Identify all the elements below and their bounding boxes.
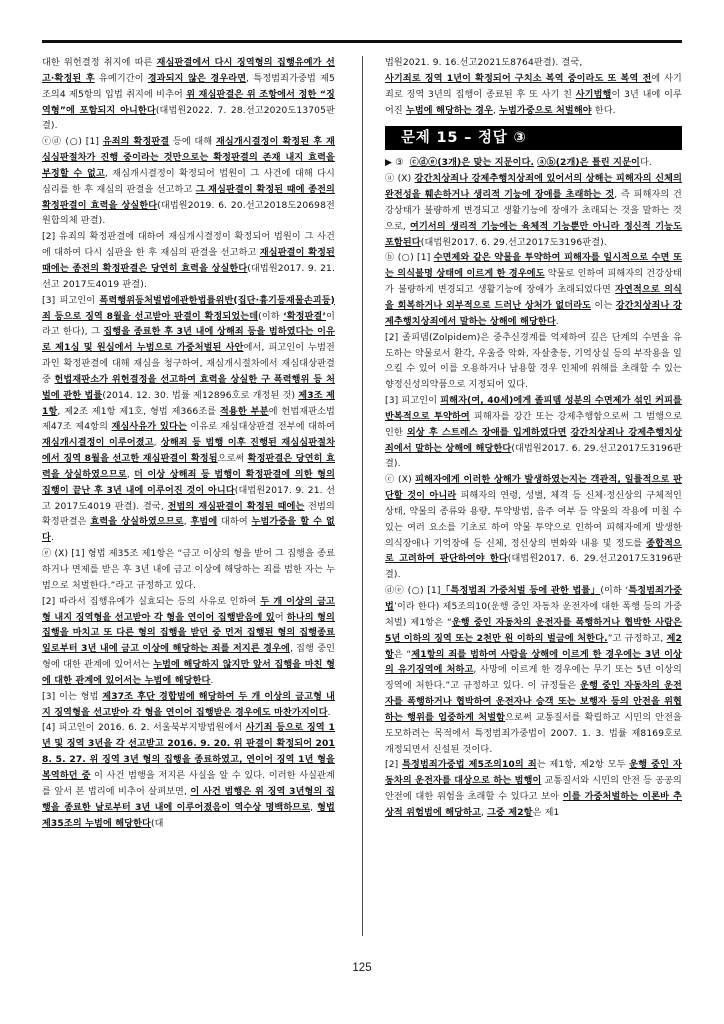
paragraph: 법원2021. 9. 16.선고2021도8764판결). 결국, [385, 58, 583, 68]
paragraph: [2] 특정범죄가중법 제5조의10의 죄는 제1항, 제2항 모두 운행 중인 자동차의 운전자를 대상으로 하는 범행이 교통질서와 시민의 안전 등 공공의 안전에 대한 위험을 초래할 수 있다고 보아 이를 가중처벌하는 이론바 추상적 위험범에 해당하고, 그중 제2항은 제1 [385, 760, 682, 818]
paragraph: [3] 피고인이 폭력행위등처벌법에관한법률위반(집단·흉기등재물손괴등)죄 등으로 징역 8월을 선고받아 판결이 확정되었는데(이하 ‘확정판결’이라고 한다), 그 집행을 종료한 후 3년 내에 상해죄 등을 범하였다는 이유로 제1심 및 원심에서 누범으로 가중처벌된 사안에서, 피고인이 누범전과인 확정판결에 대해 재심을 청구하여, 재심개시절차에서 재심대상판결 중 헌법재판소가 위헌결정을 선고하여 효력을 상실한 구 폭력행위 등 처벌에 관한 법률(2014. 12. 30. 법률 제12896호로 개정된 것) 제3조 제1항, 제2조 제1항 제1호, 형법 제366조를 적용한 부분에 헌법재판소법 제47조 제4항의 재심사유가 있다는 이유로 재심대상판결 전부에 대하여 재심개시결정이 이루어졌고, 상해죄 등 범행 이후 진행된 재심심판절차에서 징역 8월을 선고한 재심판결이 확정됨으로써 확정판결은 당연히 효력을 상실하였으므로, 더 이상 상해죄 등 범행이 확정판결에 의한 형의 집행이 끝난 후 3년 내에 이루어진 것이 아니다(대법원2017. 9. 21. 선고 2017도4019 판결). 결국, 전범의 재심판결이 확정된 때에는 전범의 확정판결은 효력을 상실하였으므로, 후범에 대하여 누범가중을 할 수 없다. [42, 295, 336, 544]
paragraph: ⓑ (○) [1] 수면제와 같은 약물을 투약하여 피해자를 일시적으로 수면 또는 의식불명 상태에 이르게 한 경우에도 약물로 인하여 피해자의 건강상태가 불량하게 변경되고 생활기능에 장애가 초래되었다면 자연적으로 의식을 회복하거나 외부적으로 드러난 상처가 없더라도 이는 강간치상죄나 강제추행치상죄에서 말하는 상해에 해당한다. [385, 253, 683, 327]
column-divider [362, 56, 363, 936]
paragraph: ⓔ (X) [1] 형법 제35조 제1항은 “금고 이상의 형을 받어 그 집행을 종료하거나 면제를 받은 후 3년 내에 금고 이상에 해당하는 죄를 범한 자는 누범으로 처벌한다.”라고 규정하고 있다. [42, 549, 336, 591]
page-top-rule [42, 40, 682, 43]
right-column [379, 56, 682, 956]
paragraph: ⓒⓓ (○) [1] 유죄의 확정판결 등에 대해 재심개시결정이 확정된 후 재심심판절차가 진행 중이라는 것만으로는 확정판결의 존재 내지 효력을 부정할 수 없고, 재심개시결정이 확정되어 법원이 그 사건에 대해 다시 심리를 한 후 재심의 판결을 선고하고 그 재심판결이 확정된 때에 종전의 확정판결이 효력을 상실한다(대법원2019. 6. 20.선고2018도20698전원합의체 판결). [42, 137, 335, 227]
paragraph: ⓐ (X) 강간치상죄나 강제추행치상죄에 있어서의 상해는 피해자의 신체의 완전성을 훼손하거나 생리적 기능에 장애를 초래하는 것, 즉 피해자의 건강상태가 불량하게 변경되고 생활기능에 장애가 초래되는 것을 말하는 것으로, 여기서의 생리적 기능에는 육체적 기능뿐만 아니라 정신적 기능도 포함된다(대법원2017. 6. 29.선고2017도3196판결). [385, 174, 683, 248]
column-gap [345, 56, 379, 956]
left-column [42, 56, 345, 956]
paragraph: [2] 졸피뎀(Zolpidem)은 중추신경계를 억제하여 깊은 단계의 수면을 유도하는 약물로서 환각, 우울증 악화, 자살충동, 기억상실 등의 부작용을 일으킬 수 있어 이를 오용하거나 남용할 경우 인체에 위해를 초래할 수 있는 향정신성의약품으로 지정되어 있다. [385, 332, 682, 391]
paragraph: 대한 위헌결정 취지에 따른 재심판결에서 다시 징역형의 집행유예가 선고·확정된 후 유예기간이 경과되지 않은 경우라면, 특정범죄가중법 제5조의4 제5항의 입법 취지에 비추어 위 재심판결은 위 조항에서 정한 “징역형”에 포함되지 아니한다(대법원2022. 7. 28.선고2020도13705판결). [42, 58, 335, 132]
answer-banner [385, 126, 682, 150]
page-number: 125 [352, 962, 372, 974]
paragraph: [3] 이는 형법 제37조 후단 경합범에 해당하여 두 개 이상의 금고형 내지 징역형을 선고받아 각 형을 연이어 집행받은 경우에도 마찬가지이다. [42, 691, 335, 718]
paragraph: 사기죄로 징역 1년이 확정되어 구치소 복역 중이라도 또 복역 전에 사기죄로 징역 3년의 집행이 종료된 후 또 사기 친 사기범행이 3년 내에 이루어진 누범에 해당하는 경우, 누범가중으로 처벌해야 한다. [385, 73, 682, 116]
paragraph: [4] 피고인이 2016. 6. 2. 서울북부지방법원에서 사기죄 등으로 징역 1년 및 징역 3년을 각 선고받고 2016. 9. 20. 위 판결이 확정되어 2018. 5. 27. 위 징역 3년 형의 집행을 종료하였고, 연이어 징역 1년 형을 복역하던 중 이 사건 범행을 저지른 사실을 알 수 있다. 이러한 사실관계를 앞서 본 법리에 비추어 살펴보면, 이 사건 범행은 위 징역 3년형의 집행을 종료한 날로부터 3년 내에 이루어졌음이 역수상 명백하므로, 형법 제35조의 누범에 해당한다(대 [42, 723, 335, 829]
paragraph: ⓓⓔ (○) [1]「특정범죄 가중처벌 등에 관한 법률」(이하 ‘특정범죄가중법’이라 한다) 제5조의10(운행 중인 자동차 운전자에 대한 폭행 등의 가중처벌) 제1항은 “운행 중인 자동차의 운전자를 폭행하거나 협박한 사람은 5년 이하의 징역 또는 2천만 원 이하의 벌금에 처한다.”고 규정하고, 제2항은 “제1항의 죄를 범하여 사람을 상해에 이르게 한 경우에는 3년 이상의 유기징역에 처하고, 사망에 이르게 한 경우에는 무기 또는 5년 이상의 징역에 처한다.”고 규정하고 있다. 이 규정들은 운행 중인 자동차의 운전자를 폭행하거나 협박하여 운전자나 승객 또는 보행자 등의 안전을 위협하는 행위를 엄중하게 처벌함으로써 교통질서를 확립하고 시민의 안전을 도모하려는 목적에서 특정범죄가중법이 2007. 1. 3. 법률 제8169호로 개정되면서 신설된 것이다. [385, 586, 683, 755]
two-column-body [42, 56, 682, 956]
paragraph: ▶ ③ ⓒⓓⓔ(3개)은 맞는 지문이다. ⓐⓑ(2개)은 틀린 지문이다. [385, 158, 652, 169]
paragraph: [2] 유죄의 확정판결에 대하여 재심개시결정이 확정되어 법원이 그 사건에 대하여 다시 심판을 한 후 재심의 판결을 선고하고 재심판결이 확정된 때에는 종전의 확정판결은 당연히 효력을 상실한다(대법원2017. 9. 21. 선고 2017도4019 판결). [42, 232, 335, 290]
paragraph: ⓒ (X) 피해자에게 이러한 상해가 발생하였는지는 객관적, 일률적으로 판단할 것이 아니라 피해자의 연령, 성별, 체격 등 신체·정신상의 구체적인 상태, 약물의 종류와 용량, 투약방법, 음주 여부 등 약물의 작용에 미칠 수 있는 여러 요소를 기초로 하여 약물 투약으로 인하여 피해자에게 발생한 의식장애나 기억장애 등 신체, 정신상의 변화와 내용 및 정도를 종합적으로 고려하여 판단하여야 한다(대법원2017. 6. 29.선고2017도3196판결). [385, 475, 683, 581]
answer-banner-label: 문제 15 – 정답 ③ [401, 130, 527, 147]
paragraph: [3] 피고인이 피해자(여, 40세)에게 졸피뎀 성분의 수면제가 섞인 커피를 반복적으로 투약하여 피해자를 강간 또는 강제추행함으로써 그 범행으로 인한 외상 후 스트레스 장애를 입게하였다면 강간치상죄나 강제추행치상죄에서 말하는 상해에 해당한다(대법원2017. 6. 29.선고2017도3196판결). [385, 396, 683, 470]
paragraph: [2] 따라서 집행유예가 실효되는 등의 사유로 인하여 두 개 이상의 금고형 내지 징역형을 선고받아 각 형을 연이어 집행받음에 있어 하나의 형의 집행을 마치고 또 다른 형의 집행을 받던 중 먼저 집행된 형의 집행종료일로부터 3년 내에 금고 이상에 해당하는 죄를 저지른 경우에, 집행 중인 형에 대한 관계에 있어서는 누범에 해당하지 않지만 앞서 집행을 마친 형에 대한 관계에 있어서는 누범에 해당한다. [42, 596, 336, 686]
